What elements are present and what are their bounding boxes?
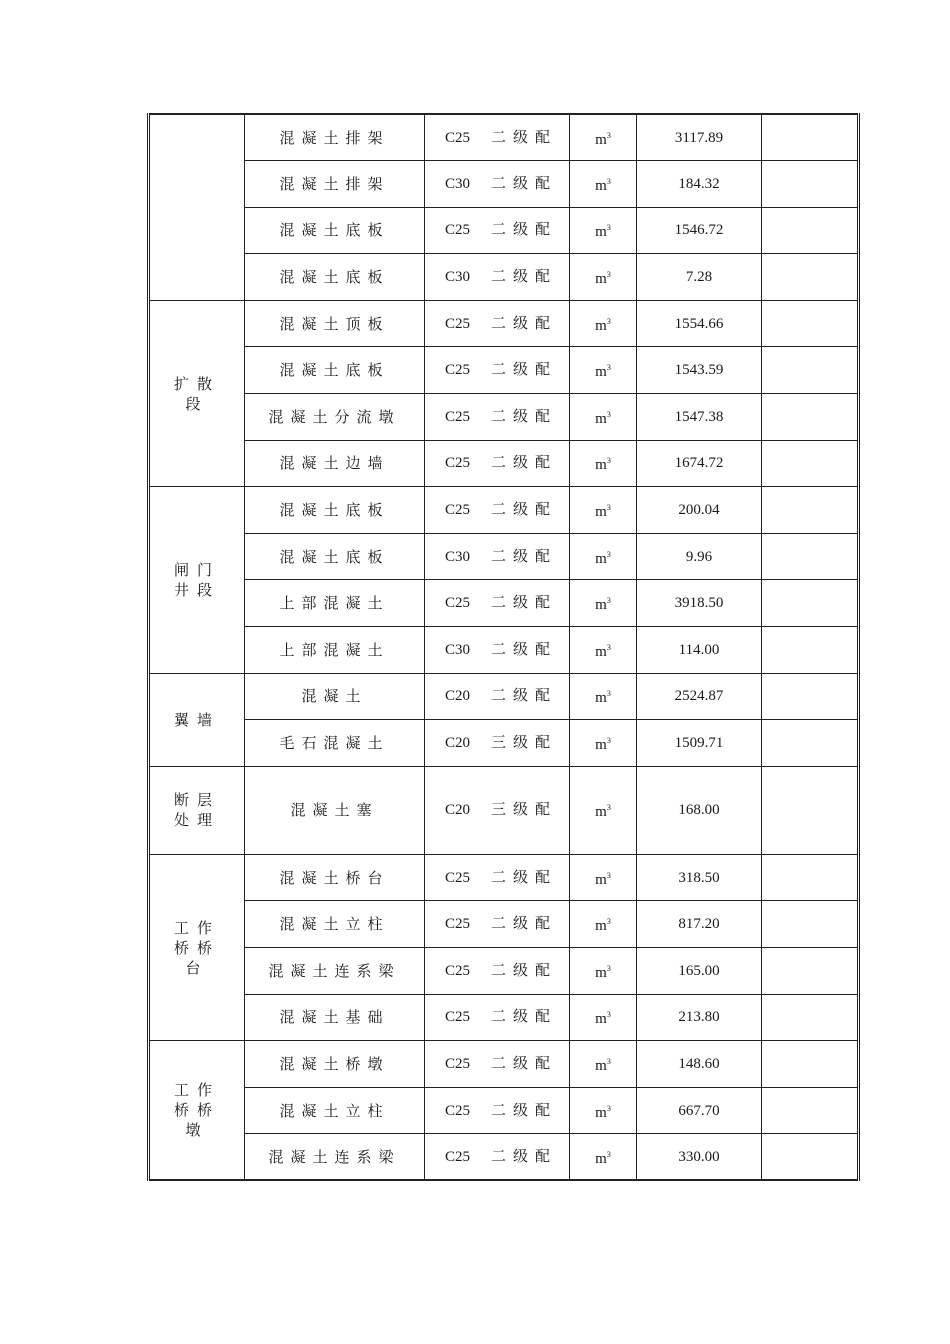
quantity-table-body xyxy=(149,114,859,1180)
unit-exponent: 3 xyxy=(606,870,611,880)
unit-exponent: 3 xyxy=(606,456,611,466)
grade-cell xyxy=(425,580,570,627)
section-label-line: 闸门 xyxy=(173,560,220,579)
grade-cell xyxy=(425,300,570,347)
concrete-grade: C25 xyxy=(445,315,471,332)
section-label-line: 断层 xyxy=(173,791,220,810)
section-label-cell xyxy=(149,114,245,300)
unit-base: m xyxy=(595,918,607,935)
concrete-grade: C25 xyxy=(445,129,471,146)
unit-base: m xyxy=(595,131,607,148)
section-label-line: 工作 xyxy=(173,1081,220,1100)
unit-base: m xyxy=(595,871,607,888)
unit-base: m xyxy=(595,317,607,334)
unit-cell xyxy=(570,994,637,1041)
remarks-cell xyxy=(762,254,859,301)
unit-cell xyxy=(570,394,637,441)
quantity-cell: 667.70 xyxy=(637,1087,762,1134)
unit-base: m xyxy=(595,1057,607,1074)
item-name-cell: 混凝土边墙 xyxy=(245,440,425,487)
concrete-grade: C25 xyxy=(445,408,471,425)
unit-cell xyxy=(570,901,637,948)
remarks-cell xyxy=(762,1087,859,1134)
section-label-line: 桥桥 xyxy=(173,1101,220,1120)
unit-exponent: 3 xyxy=(606,1103,611,1113)
table-row xyxy=(149,673,859,720)
quantity-cell: 213.80 xyxy=(637,994,762,1041)
remarks-cell xyxy=(762,766,859,854)
concrete-grade: C20 xyxy=(445,688,471,705)
quantity-cell: 184.32 xyxy=(637,161,762,208)
quantity-cell: 817.20 xyxy=(637,901,762,948)
section-label-line: 工作 xyxy=(173,918,220,937)
unit-exponent: 3 xyxy=(606,596,611,606)
concrete-grade: C25 xyxy=(445,362,471,379)
unit-exponent: 3 xyxy=(606,1010,611,1020)
grade-cell xyxy=(425,207,570,254)
item-name-cell: 混凝土桥墩 xyxy=(245,1041,425,1088)
grade-cell xyxy=(425,533,570,580)
grade-cell xyxy=(425,948,570,995)
table-row xyxy=(149,394,859,441)
concrete-grade: C30 xyxy=(445,269,471,286)
remarks-cell xyxy=(762,161,859,208)
section-label-cell xyxy=(149,1041,245,1181)
remarks-cell xyxy=(762,673,859,720)
table-row xyxy=(149,114,859,161)
table-row xyxy=(149,766,859,854)
item-name-cell: 混凝土顶板 xyxy=(245,300,425,347)
concrete-grade: C20 xyxy=(445,802,471,819)
mix-grade: 三级配 xyxy=(491,802,558,819)
mix-grade: 二级配 xyxy=(491,1102,558,1119)
section-label-line: 墩 xyxy=(185,1121,209,1140)
quantity-cell: 3918.50 xyxy=(637,580,762,627)
mix-grade: 二级配 xyxy=(491,1148,558,1165)
item-name-cell: 混凝土 xyxy=(245,673,425,720)
remarks-cell xyxy=(762,394,859,441)
remarks-cell xyxy=(762,533,859,580)
section-label-line: 台 xyxy=(185,958,209,977)
grade-cell xyxy=(425,854,570,901)
quantity-cell: 1546.72 xyxy=(637,207,762,254)
quantity-cell: 330.00 xyxy=(637,1134,762,1181)
section-label-line: 井段 xyxy=(173,580,220,599)
quantity-cell: 1509.71 xyxy=(637,720,762,767)
item-name-cell: 混凝土底板 xyxy=(245,347,425,394)
mix-grade: 二级配 xyxy=(491,269,558,286)
remarks-cell xyxy=(762,720,859,767)
unit-exponent: 3 xyxy=(606,223,611,233)
table-row xyxy=(149,580,859,627)
unit-cell xyxy=(570,766,637,854)
unit-base: m xyxy=(595,1104,607,1121)
unit-cell xyxy=(570,161,637,208)
table-row xyxy=(149,901,859,948)
remarks-cell xyxy=(762,627,859,674)
remarks-cell xyxy=(762,487,859,534)
table-row xyxy=(149,533,859,580)
grade-cell xyxy=(425,394,570,441)
mix-grade: 二级配 xyxy=(491,869,558,886)
unit-exponent: 3 xyxy=(606,803,611,813)
unit-base: m xyxy=(595,271,607,288)
quantity-cell: 9.96 xyxy=(637,533,762,580)
item-name-cell: 混凝土桥台 xyxy=(245,854,425,901)
item-name-cell: 混凝土排架 xyxy=(245,161,425,208)
grade-cell xyxy=(425,901,570,948)
mix-grade: 二级配 xyxy=(491,455,558,472)
mix-grade: 二级配 xyxy=(491,129,558,146)
mix-grade: 二级配 xyxy=(491,175,558,192)
section-label-cell xyxy=(149,300,245,486)
unit-exponent: 3 xyxy=(606,642,611,652)
quantity-cell: 7.28 xyxy=(637,254,762,301)
unit-exponent: 3 xyxy=(606,963,611,973)
item-name-cell: 混凝土分流墩 xyxy=(245,394,425,441)
item-name-cell: 混凝土立柱 xyxy=(245,1087,425,1134)
unit-cell xyxy=(570,1041,637,1088)
unit-exponent: 3 xyxy=(606,503,611,513)
mix-grade: 二级配 xyxy=(491,548,558,565)
concrete-grade: C25 xyxy=(445,1055,471,1072)
section-label-line: 处理 xyxy=(173,811,220,830)
unit-base: m xyxy=(595,364,607,381)
item-name-cell: 混凝土基础 xyxy=(245,994,425,1041)
unit-cell xyxy=(570,487,637,534)
section-label-line: 段 xyxy=(185,394,209,413)
unit-base: m xyxy=(595,457,607,474)
unit-base: m xyxy=(595,597,607,614)
remarks-cell xyxy=(762,854,859,901)
unit-base: m xyxy=(595,690,607,707)
unit-cell xyxy=(570,1087,637,1134)
concrete-grade: C30 xyxy=(445,548,471,565)
item-name-cell: 混凝土底板 xyxy=(245,533,425,580)
quantity-cell: 1554.66 xyxy=(637,300,762,347)
table-row xyxy=(149,487,859,534)
quantity-cell: 148.60 xyxy=(637,1041,762,1088)
unit-exponent: 3 xyxy=(606,1149,611,1159)
mix-grade: 二级配 xyxy=(491,1009,558,1026)
item-name-cell: 毛石混凝土 xyxy=(245,720,425,767)
section-label-line: 扩散 xyxy=(173,374,220,393)
section-label-cell xyxy=(149,487,245,673)
unit-cell xyxy=(570,1134,637,1181)
item-name-cell: 混凝土底板 xyxy=(245,487,425,534)
unit-cell xyxy=(570,673,637,720)
unit-base: m xyxy=(595,550,607,567)
unit-base: m xyxy=(595,737,607,754)
quantity-cell: 1674.72 xyxy=(637,440,762,487)
concrete-grade: C30 xyxy=(445,641,471,658)
unit-base: m xyxy=(595,410,607,427)
unit-exponent: 3 xyxy=(606,363,611,373)
unit-exponent: 3 xyxy=(606,736,611,746)
unit-base: m xyxy=(595,1150,607,1167)
table-row xyxy=(149,994,859,1041)
unit-base: m xyxy=(595,224,607,241)
unit-cell xyxy=(570,207,637,254)
unit-base: m xyxy=(595,804,607,821)
mix-grade: 二级配 xyxy=(491,362,558,379)
remarks-cell xyxy=(762,580,859,627)
unit-cell xyxy=(570,254,637,301)
table-row xyxy=(149,854,859,901)
unit-cell xyxy=(570,114,637,161)
table-row xyxy=(149,627,859,674)
unit-exponent: 3 xyxy=(606,689,611,699)
section-label-cell xyxy=(149,766,245,854)
remarks-cell xyxy=(762,948,859,995)
mix-grade: 二级配 xyxy=(491,916,558,933)
table-row xyxy=(149,1134,859,1181)
mix-grade: 三级配 xyxy=(491,735,558,752)
quantity-cell: 318.50 xyxy=(637,854,762,901)
mix-grade: 二级配 xyxy=(491,595,558,612)
unit-cell xyxy=(570,854,637,901)
quantity-cell: 165.00 xyxy=(637,948,762,995)
remarks-cell xyxy=(762,1134,859,1181)
concrete-grade: C25 xyxy=(445,1009,471,1026)
quantity-table xyxy=(147,113,860,1181)
mix-grade: 二级配 xyxy=(491,315,558,332)
unit-exponent: 3 xyxy=(606,409,611,419)
concrete-grade: C25 xyxy=(445,1148,471,1165)
unit-cell xyxy=(570,720,637,767)
item-name-cell: 混凝土连系梁 xyxy=(245,1134,425,1181)
unit-cell xyxy=(570,533,637,580)
unit-base: m xyxy=(595,177,607,194)
mix-grade: 二级配 xyxy=(491,688,558,705)
concrete-grade: C25 xyxy=(445,595,471,612)
unit-exponent: 3 xyxy=(606,130,611,140)
remarks-cell xyxy=(762,114,859,161)
remarks-cell xyxy=(762,901,859,948)
mix-grade: 二级配 xyxy=(491,641,558,658)
unit-exponent: 3 xyxy=(606,176,611,186)
unit-cell xyxy=(570,948,637,995)
item-name-cell: 混凝土立柱 xyxy=(245,901,425,948)
item-name-cell: 混凝土塞 xyxy=(245,766,425,854)
table-row xyxy=(149,948,859,995)
item-name-cell: 混凝土底板 xyxy=(245,254,425,301)
item-name-cell: 混凝土连系梁 xyxy=(245,948,425,995)
item-name-cell: 上部混凝土 xyxy=(245,580,425,627)
remarks-cell xyxy=(762,207,859,254)
table-row xyxy=(149,161,859,208)
unit-exponent: 3 xyxy=(606,917,611,927)
table-row xyxy=(149,1087,859,1134)
mix-grade: 二级配 xyxy=(491,502,558,519)
mix-grade: 二级配 xyxy=(491,1055,558,1072)
grade-cell xyxy=(425,766,570,854)
unit-cell xyxy=(570,300,637,347)
concrete-grade: C25 xyxy=(445,916,471,933)
table-row xyxy=(149,347,859,394)
grade-cell xyxy=(425,487,570,534)
grade-cell xyxy=(425,254,570,301)
unit-cell xyxy=(570,347,637,394)
table-row xyxy=(149,207,859,254)
section-label-cell xyxy=(149,854,245,1040)
item-name-cell: 混凝土排架 xyxy=(245,114,425,161)
quantity-cell: 168.00 xyxy=(637,766,762,854)
quantity-cell: 200.04 xyxy=(637,487,762,534)
quantity-cell: 114.00 xyxy=(637,627,762,674)
grade-cell xyxy=(425,1087,570,1134)
mix-grade: 二级配 xyxy=(491,962,558,979)
unit-base: m xyxy=(595,504,607,521)
concrete-grade: C25 xyxy=(445,869,471,886)
unit-base: m xyxy=(595,964,607,981)
section-label-line: 翼墙 xyxy=(173,710,220,729)
grade-cell xyxy=(425,1134,570,1181)
item-name-cell: 上部混凝土 xyxy=(245,627,425,674)
unit-exponent: 3 xyxy=(606,1056,611,1066)
concrete-grade: C25 xyxy=(445,222,471,239)
table-row xyxy=(149,300,859,347)
grade-cell xyxy=(425,1041,570,1088)
table-row xyxy=(149,440,859,487)
table-row xyxy=(149,720,859,767)
unit-exponent: 3 xyxy=(606,270,611,280)
grade-cell xyxy=(425,161,570,208)
concrete-grade: C20 xyxy=(445,735,471,752)
remarks-cell xyxy=(762,994,859,1041)
quantity-cell: 2524.87 xyxy=(637,673,762,720)
quantity-cell: 1547.38 xyxy=(637,394,762,441)
grade-cell xyxy=(425,347,570,394)
remarks-cell xyxy=(762,347,859,394)
unit-cell xyxy=(570,440,637,487)
grade-cell xyxy=(425,994,570,1041)
mix-grade: 二级配 xyxy=(491,222,558,239)
concrete-grade: C25 xyxy=(445,455,471,472)
grade-cell xyxy=(425,114,570,161)
grade-cell xyxy=(425,673,570,720)
concrete-grade: C30 xyxy=(445,175,471,192)
unit-base: m xyxy=(595,643,607,660)
concrete-grade: C25 xyxy=(445,502,471,519)
mix-grade: 二级配 xyxy=(491,408,558,425)
unit-cell xyxy=(570,580,637,627)
remarks-cell xyxy=(762,300,859,347)
grade-cell xyxy=(425,627,570,674)
concrete-grade: C25 xyxy=(445,962,471,979)
remarks-cell xyxy=(762,1041,859,1088)
table-row xyxy=(149,1041,859,1088)
quantity-cell: 3117.89 xyxy=(637,114,762,161)
section-label-cell xyxy=(149,673,245,766)
concrete-grade: C25 xyxy=(445,1102,471,1119)
table-row xyxy=(149,254,859,301)
unit-exponent: 3 xyxy=(606,316,611,326)
quantity-cell: 1543.59 xyxy=(637,347,762,394)
remarks-cell xyxy=(762,440,859,487)
unit-base: m xyxy=(595,1011,607,1028)
grade-cell xyxy=(425,720,570,767)
unit-cell xyxy=(570,627,637,674)
section-label-line: 桥桥 xyxy=(173,938,220,957)
item-name-cell: 混凝土底板 xyxy=(245,207,425,254)
unit-exponent: 3 xyxy=(606,549,611,559)
grade-cell xyxy=(425,440,570,487)
